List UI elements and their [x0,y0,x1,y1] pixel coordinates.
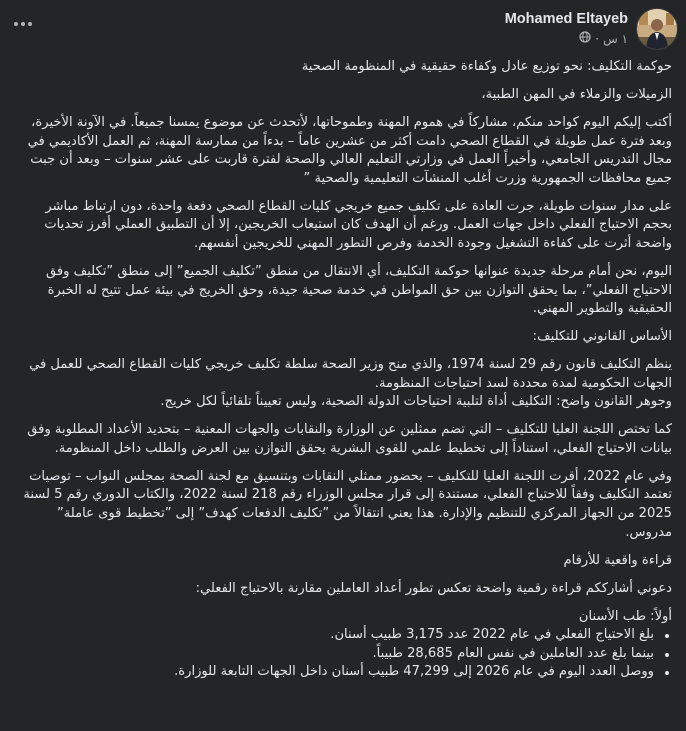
post-timestamp[interactable]: ١ س [603,31,628,46]
paragraph-legal-2: وجوهر القانون واضح: التكليف أداة لتلبية احتياجات الدولة الصحية، وليس تعييناً تلقائياً لكل خريج. [160,394,672,410]
paragraph-intro: أكتب إليكم اليوم كواحد منكم، مشاركاً في هموم المهنة وطموحاتها، لأتحدث عن موضوع يمسنا جميعاً. في الآونة الأخيرة، وبعد فترة عمل طويلة في القطاع الصحي دامت أكثر من عشرين عاماً – بدءاً من ممارسة المهنة، ثم العمل الأكاديمي في مجال التدريس الجامعي، وأخيراً العمل في وزارتي التعليم العالي والصحة لفترة قاربت على عشر سنوات – وبعد أن جبت جميع محافظات الجمهورية وزرت أغلب المنشآت التعليمية والصحية ” [27,114,672,186]
post-text [14,58,672,682]
author-avatar[interactable] [636,8,678,50]
legal-heading: الأساس القانوني للتكليف: [532,329,672,345]
globe-icon[interactable] [579,31,591,46]
list-item: ووصل العدد اليوم في عام 2026 إلى 47,299 طبيب أسنان داخل الجهات التابعة للوزارة. [14,663,658,682]
meta-separator: · [595,31,600,46]
post-header [8,8,678,54]
post-title: حوكمة التكليف: نحو توزيع عادل وكفاءة حقيقية في المنظومة الصحية [301,59,672,74]
post-meta [505,31,628,46]
list-item: بلغ الاحتياج الفعلي في عام 2022 عدد 3,175 طبيب أسنان. [14,626,658,645]
paragraph-new-phase: اليوم، نحن أمام مرحلة جديدة عنوانها حوكمة التكليف، أي الانتقال من منطق ”تكليف الجميع” إلى منطق ”تكليف وفق الاحتياج الفعلي”، بما يحقق التوازن بين حق المواطن في خدمة صحية جيدة، وحق الخريج في بيئة عمل تتيح له الخبرة الحقيقية والتطوير المهني. [45,263,672,317]
list-item: بينما بلغ عدد العاملين في نفس العام 28,685 طبيباً. [14,645,658,664]
numbers-intro: دعوني أشارككم قراءة رقمية واضحة تعكس تطور أعداد العاملين مقارنة بالاحتياج الفعلي: [195,580,672,596]
dentistry-heading: أولاً: طب الأسنان [578,608,672,624]
paragraph-legal-1: ينظم التكليف قانون رقم 29 لسنة 1974، والذي منح وزير الصحة سلطة تكليف خريجي كليات القطاع الصحي للعمل في الجهات الحكومية لمدة محددة لسد احتياجات المنظومة. [29,357,672,391]
more-horizontal-icon [14,22,18,26]
paragraph-committee: كما تختص اللجنة العليا للتكليف – التي تضم ممثلين عن الوزارة والنقابات والجهات المعنية – بتحديد الأعداد المطلوبة وفق بيانات الاحتياج الفعلي، استناداً إلى تخطيط علمي للقوى البشرية يحقق التوازن بين العرض والطلب داخل المنظومة. [27,422,672,456]
author-name-link[interactable]: Mohamed Eltayeb [504,11,628,27]
dentistry-list [14,626,672,682]
author-block [505,10,628,46]
post-greeting: الزميلات والزملاء في المهن الطبية، [481,86,672,102]
more-options-button[interactable] [10,14,36,34]
paragraph-decision-2022: وفي عام 2022، أقرت اللجنة العليا للتكليف – بحضور ممثلي النقابات وبتنسيق مع لجنة الصحة بمجلس النواب – توصيات تعتمد التكليف وفقاً للاحتياج الفعلي، مستندة إلى قرار مجلس الوزراء رقم 218 لسنة 2022، والكتاب الدوري رقم 5 لسنة 2025 من الجهاز المركزي للتنظيم والإدارة. هذا يعني انتقالاً من ”تكليف الدفعات كهدف” إلى ”تخطيط قوى عاملة” مدروس. [23,468,672,540]
numbers-heading: قراءة واقعية للأرقام [563,552,672,568]
paragraph-history: على مدار سنوات طويلة، جرت العادة على تكليف جميع خريجي كليات القطاع الصحي دفعة واحدة، دون ارتباط مباشر بحجم الاحتياج الفعلي داخل جهات العمل. ورغم أن الهدف كان استيعاب الخريجين، إلا أن التطبيق العملي أفرز تحديات واضحة أثرت على كفاءة التشغيل وجودة الخدمة وفرص التطور المهني للخريجين أنفسهم. [44,198,672,251]
